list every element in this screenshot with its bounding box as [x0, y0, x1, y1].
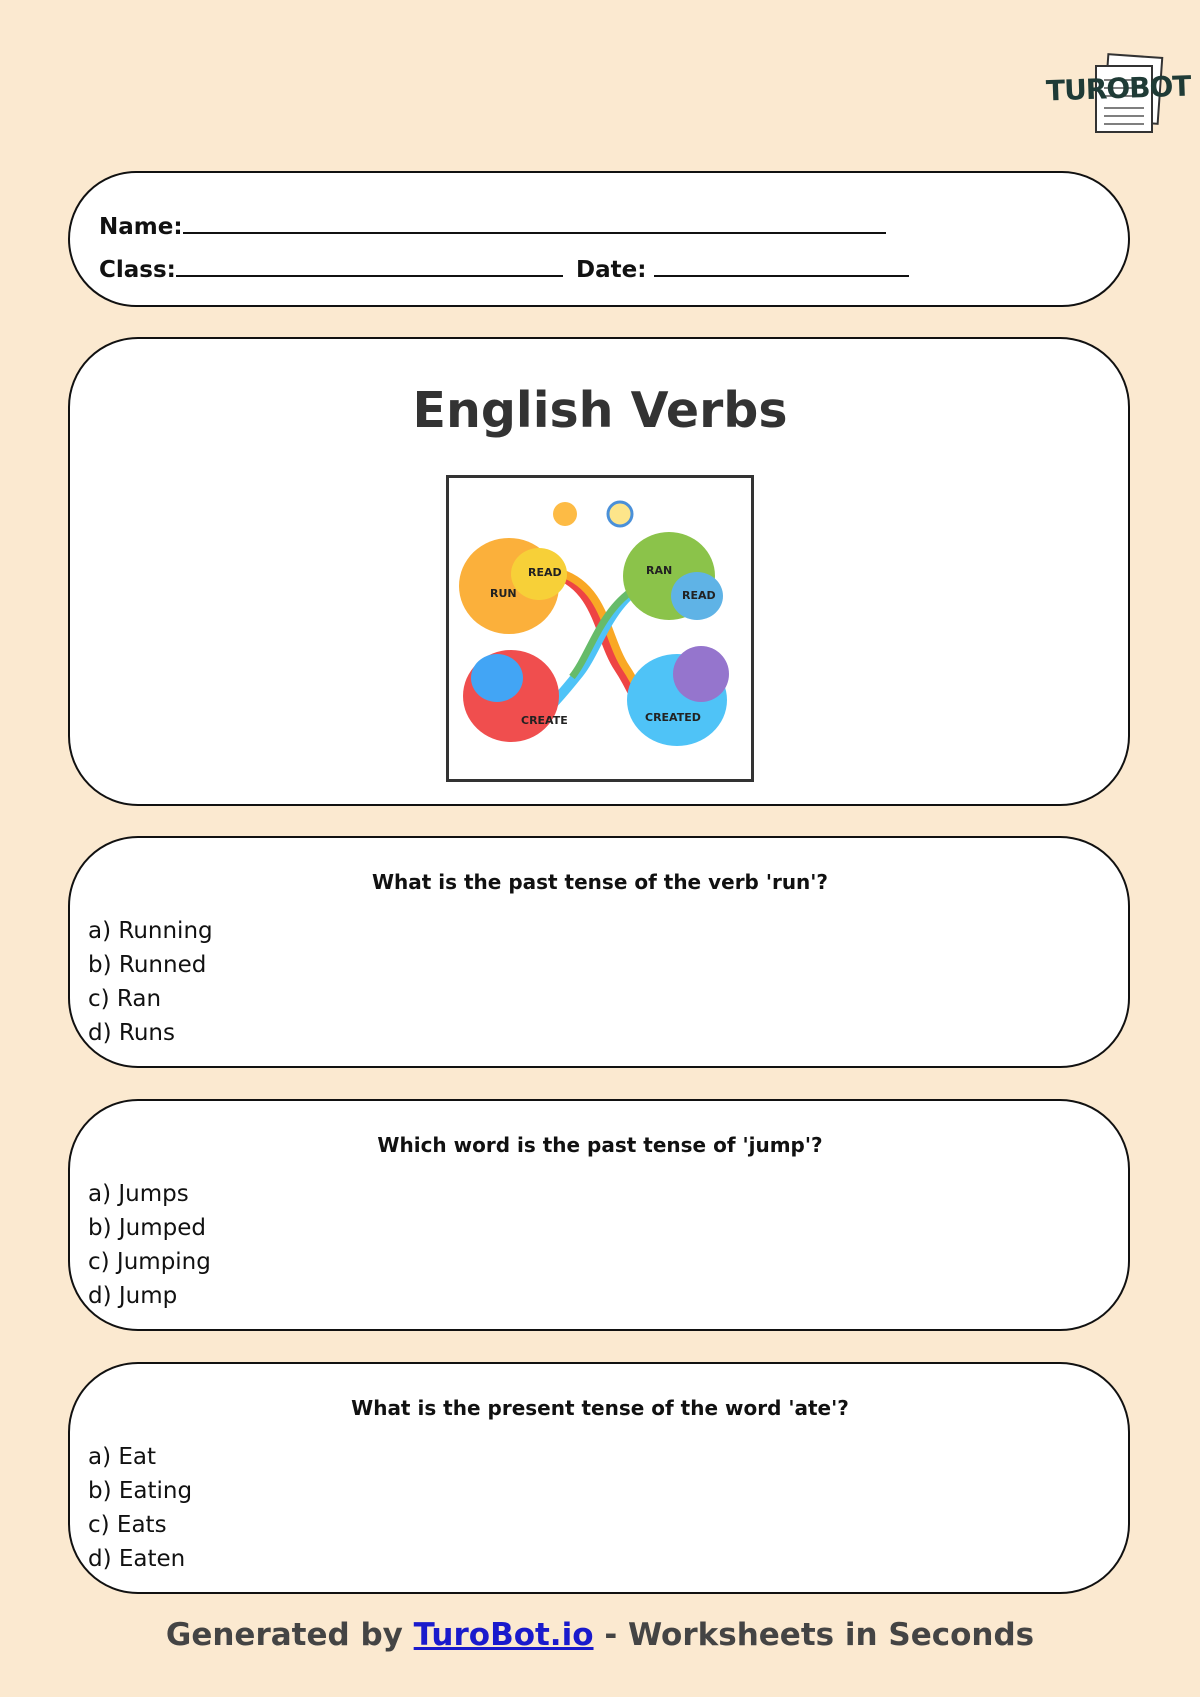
date-field[interactable]	[576, 253, 909, 283]
sun-icon	[553, 502, 577, 526]
answer-option[interactable]: c) Eats	[88, 1512, 167, 1538]
illustration-label: RUN	[490, 587, 517, 600]
name-line[interactable]	[183, 210, 886, 234]
footer-prefix: Generated by	[165, 1617, 403, 1653]
turobot-link[interactable]: TuroBot.io	[413, 1617, 594, 1653]
footer-suffix: - Worksheets in Seconds	[604, 1617, 1035, 1653]
answer-option[interactable]: c) Jumping	[88, 1249, 211, 1275]
question-text: What is the present tense of the word 'ate'?	[351, 1396, 849, 1420]
answer-option[interactable]: a) Eat	[88, 1444, 157, 1470]
verbs-illustration-art	[449, 478, 751, 779]
illustration-label: CREATED	[645, 711, 701, 724]
date-label: Date:	[576, 257, 647, 283]
footer	[0, 1617, 1200, 1653]
illustration-label: READ	[682, 589, 716, 602]
answer-option[interactable]: d) Runs	[88, 1020, 175, 1046]
moon-icon	[608, 502, 632, 526]
name-field[interactable]	[99, 210, 886, 240]
class-label: Class:	[99, 257, 176, 283]
answer-option[interactable]: d) Jump	[88, 1283, 178, 1309]
question-text: Which word is the past tense of 'jump'?	[377, 1133, 823, 1157]
turobot-logo	[1044, 50, 1191, 136]
verbs-illustration	[446, 475, 754, 782]
answer-option[interactable]: b) Jumped	[88, 1215, 206, 1241]
class-line[interactable]	[176, 253, 563, 277]
answer-option[interactable]: d) Eaten	[88, 1546, 186, 1572]
illustration-label: READ	[528, 566, 562, 579]
answer-option[interactable]: b) Eating	[88, 1478, 193, 1504]
class-field[interactable]	[99, 253, 563, 283]
answer-option[interactable]: a) Running	[88, 918, 213, 944]
question-text: What is the past tense of the verb 'run'?	[371, 870, 829, 894]
name-label: Name:	[99, 214, 183, 240]
answer-option[interactable]: a) Jumps	[88, 1181, 189, 1207]
date-line[interactable]	[654, 253, 909, 277]
answer-option[interactable]: b) Runned	[88, 952, 207, 978]
answer-option[interactable]: c) Ran	[88, 986, 162, 1012]
worksheet-title: English Verbs	[412, 382, 788, 439]
logo-text: TUROBOT	[1045, 69, 1191, 108]
illustration-label: CREATE	[521, 714, 568, 727]
illustration-label: RAN	[646, 564, 673, 577]
